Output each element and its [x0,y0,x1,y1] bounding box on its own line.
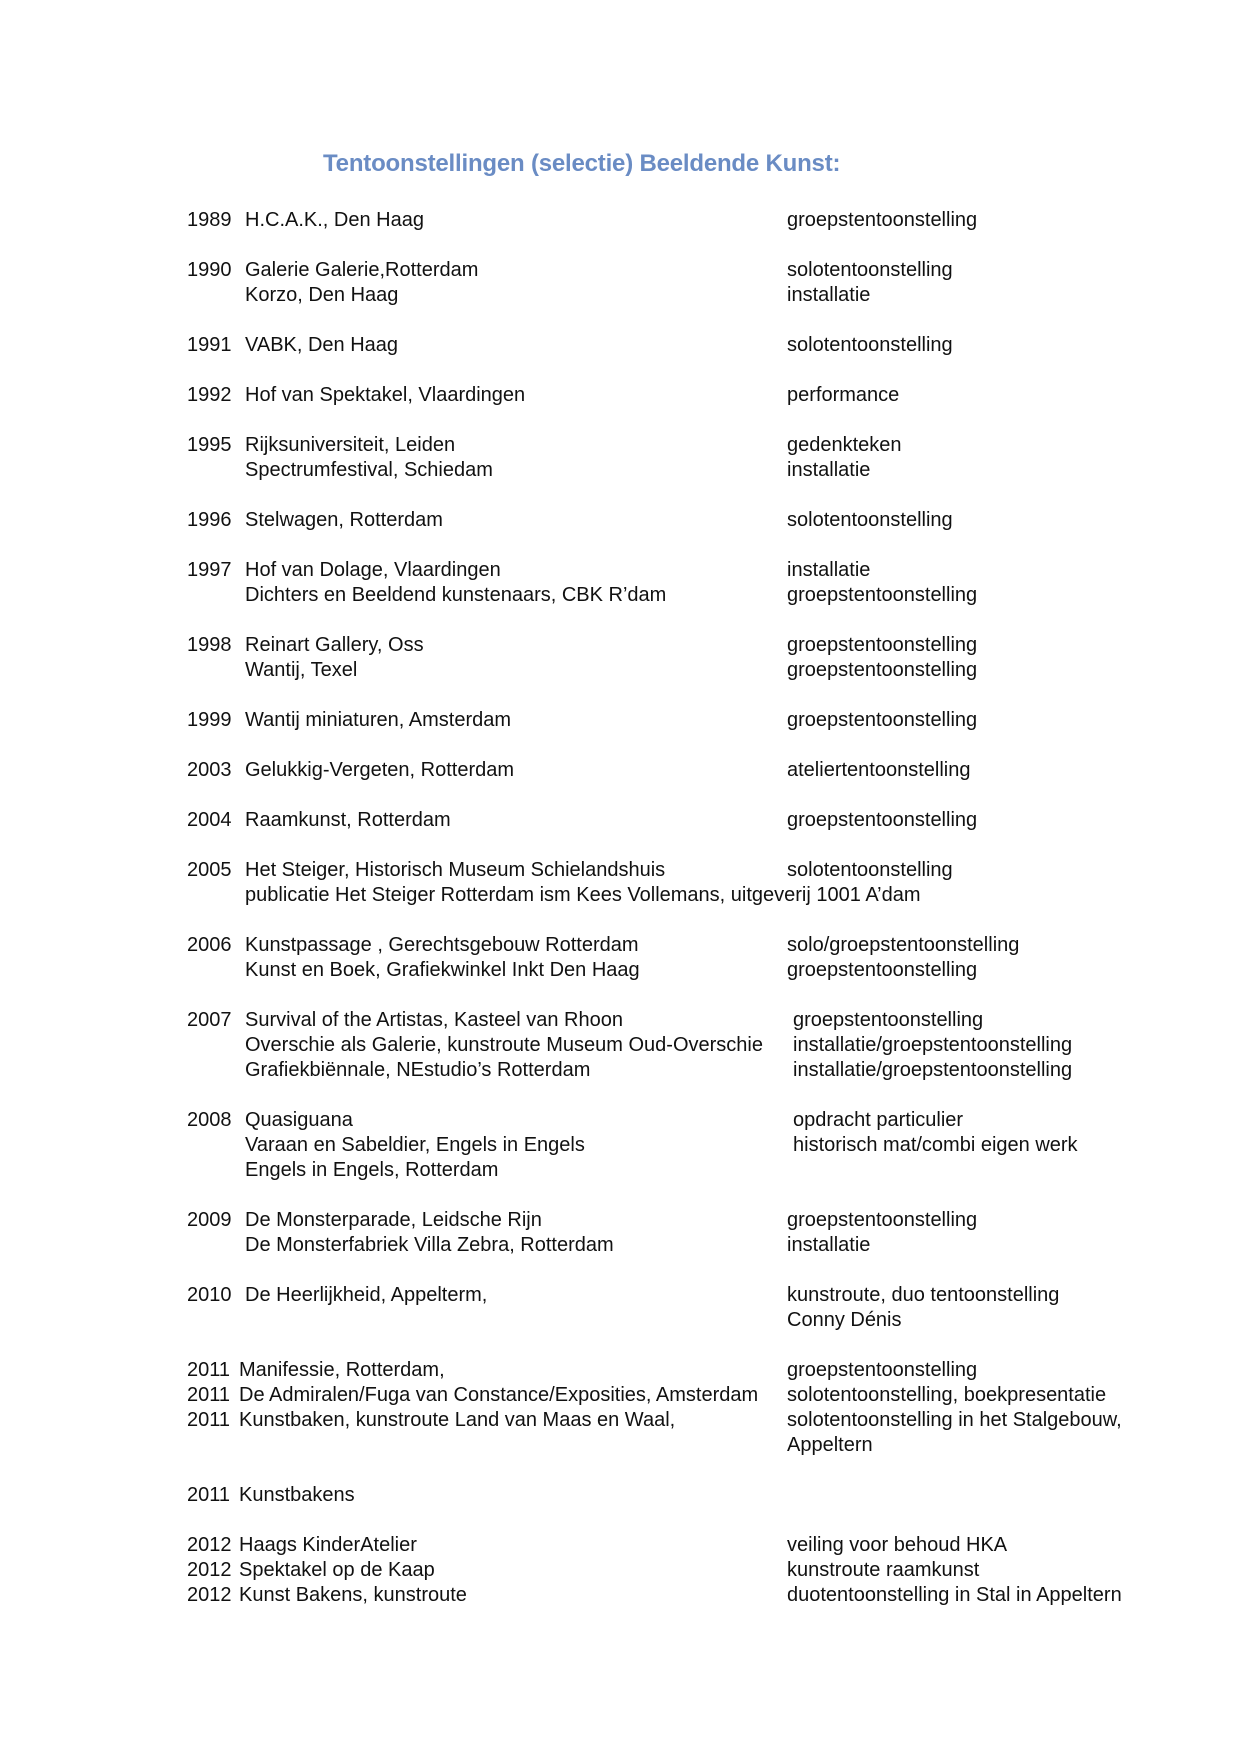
exhibition-type: solotentoonstelling [787,859,953,881]
exhibition-type: ateliertentoonstelling [787,759,971,781]
exhibition-row [0,507,1239,533]
exhibition-description: Rijksuniversiteit, Leiden [245,434,456,456]
exhibition-row [0,582,1239,608]
exhibition-description: Quasiguana [245,1109,353,1131]
exhibition-description: Varaan en Sabeldier, Engels in Engels [245,1134,585,1156]
exhibition-year: 1998 [187,634,232,656]
exhibition-year: 2011 [187,1384,231,1406]
exhibition-row [0,1432,1239,1458]
exhibition-row [0,1157,1239,1183]
exhibition-row [0,932,1239,958]
exhibition-row [0,1032,1239,1058]
exhibition-description: Wantij miniaturen, Amsterdam [245,709,512,731]
exhibition-year: 2011 [187,1484,231,1506]
exhibition-row [0,1582,1239,1608]
exhibition-row [0,207,1239,233]
exhibition-year: 2006 [187,934,232,956]
exhibition-type: solotentoonstelling in het Stalgebouw, [787,1409,1122,1431]
exhibition-description: Kunstbaken, kunstroute Land van Maas en Waal, [239,1409,676,1431]
exhibition-type: installatie [787,284,871,306]
exhibition-row [0,857,1239,883]
page-title: Tentoonstellingen (selectie) Beeldende Kunst: [323,150,841,177]
exhibition-row [0,1057,1239,1083]
exhibition-year: 1990 [187,259,232,281]
exhibition-description: Gelukkig-Vergeten, Rotterdam [245,759,515,781]
exhibition-year: 1999 [187,709,232,731]
exhibition-description: De Monsterfabriek Villa Zebra, Rotterdam [245,1234,614,1256]
exhibition-row [0,1482,1239,1508]
exhibition-type: installatie/groepstentoonstelling [793,1034,1073,1056]
exhibition-type: solo/groepstentoonstelling [787,934,1020,956]
exhibition-year: 2005 [187,859,232,881]
exhibition-type: solotentoonstelling [787,334,953,356]
exhibition-type: installatie [787,559,871,581]
exhibition-type: groepstentoonstelling [787,1359,978,1381]
exhibition-type: groepstentoonstelling [787,1209,978,1231]
exhibition-row [0,1282,1239,1308]
exhibition-description: Kunst Bakens, kunstroute [239,1584,467,1606]
exhibition-year: 2007 [187,1009,232,1031]
exhibition-row [0,1107,1239,1133]
exhibition-type: installatie [787,1234,871,1256]
exhibition-year: 1997 [187,559,232,581]
exhibition-year: 2003 [187,759,232,781]
exhibition-year: 2010 [187,1284,232,1306]
exhibition-type: historisch mat/combi eigen werk [793,1134,1078,1156]
exhibition-description: Het Steiger, Historisch Museum Schielandshuis [245,859,666,881]
exhibition-description: Spectrumfestival, Schiedam [245,459,493,481]
exhibition-row [0,1307,1239,1333]
exhibition-type: groepstentoonstelling [793,1009,984,1031]
exhibition-type: Conny Dénis [787,1309,902,1331]
exhibition-type: solotentoonstelling [787,259,953,281]
exhibition-description: De Admiralen/Fuga van Constance/Exposities, Amsterdam [239,1384,759,1406]
exhibition-description: Korzo, Den Haag [245,284,399,306]
exhibition-description: Manifessie, Rotterdam, [239,1359,445,1381]
exhibition-type: kunstroute raamkunst [787,1559,980,1581]
exhibition-type: groepstentoonstelling [787,959,978,981]
exhibition-row [0,382,1239,408]
exhibition-row [0,882,1239,908]
exhibition-year: 1992 [187,384,232,406]
exhibition-type: installatie/groepstentoonstelling [793,1059,1073,1081]
exhibition-type: groepstentoonstelling [787,584,978,606]
exhibition-description: Reinart Gallery, Oss [245,634,424,656]
exhibition-type: groepstentoonstelling [787,809,978,831]
exhibition-description: De Monsterparade, Leidsche Rijn [245,1209,542,1231]
exhibition-row [0,1232,1239,1258]
exhibition-year: 2012 [187,1534,232,1556]
exhibition-type: performance [787,384,900,406]
exhibition-row [0,282,1239,308]
exhibition-type: solotentoonstelling [787,509,953,531]
exhibition-type: solotentoonstelling, boekpresentatie [787,1384,1107,1406]
exhibition-row [0,1007,1239,1033]
exhibition-description: Galerie Galerie,Rotterdam [245,259,479,281]
exhibition-row [0,1382,1239,1408]
exhibition-year: 2011 [187,1359,231,1381]
exhibition-year: 2012 [187,1584,232,1606]
exhibition-year: 2012 [187,1559,232,1581]
exhibition-year: 2008 [187,1109,232,1131]
exhibition-row [0,257,1239,283]
exhibition-year: 1989 [187,209,232,231]
exhibition-type: veiling voor behoud HKA [787,1534,1008,1556]
exhibition-year: 1995 [187,434,232,456]
exhibition-type: duotentoonstelling in Stal in Appeltern [787,1584,1122,1606]
exhibition-description: Kunstpassage , Gerechtsgebouw Rotterdam [245,934,639,956]
exhibition-type: installatie [787,459,871,481]
exhibition-description: VABK, Den Haag [245,334,399,356]
exhibition-row [0,1407,1239,1433]
exhibition-description: Hof van Spektakel, Vlaardingen [245,384,526,406]
exhibition-row [0,707,1239,733]
exhibition-description: Survival of the Artistas, Kasteel van Rhoon [245,1009,623,1031]
exhibition-row [0,332,1239,358]
exhibition-description: Grafiekbiënnale, NEstudio’s Rotterdam [245,1059,591,1081]
exhibition-row [0,1132,1239,1158]
exhibition-description: Stelwagen, Rotterdam [245,509,443,531]
exhibition-row [0,807,1239,833]
exhibition-type: groepstentoonstelling [787,709,978,731]
exhibition-description: H.C.A.K., Den Haag [245,209,424,231]
exhibition-row [0,557,1239,583]
exhibition-type: opdracht particulier [793,1109,964,1131]
exhibition-year: 2004 [187,809,232,831]
exhibition-row [0,632,1239,658]
exhibition-row [0,457,1239,483]
exhibition-type: gedenkteken [787,434,902,456]
exhibition-type: kunstroute, duo tentoonstelling [787,1284,1060,1306]
exhibition-description: De Heerlijkheid, Appelterm, [245,1284,488,1306]
exhibition-row [0,1557,1239,1583]
exhibition-year: 2009 [187,1209,232,1231]
exhibition-year: 1991 [187,334,232,356]
exhibition-row [0,657,1239,683]
exhibition-description: Engels in Engels, Rotterdam [245,1159,499,1181]
exhibition-description: Dichters en Beeldend kunstenaars, CBK R’dam [245,584,667,606]
exhibition-type: Appeltern [787,1434,873,1456]
exhibition-row [0,1357,1239,1383]
exhibition-description: Hof van Dolage, Vlaardingen [245,559,501,581]
exhibition-type: groepstentoonstelling [787,634,978,656]
exhibition-description: Haags KinderAtelier [239,1534,417,1556]
exhibition-row [0,957,1239,983]
exhibition-row [0,432,1239,458]
exhibition-year: 1996 [187,509,232,531]
exhibition-description: Wantij, Texel [245,659,358,681]
exhibition-row [0,1532,1239,1558]
exhibition-year: 2011 [187,1409,231,1431]
exhibition-description: Kunstbakens [239,1484,355,1506]
exhibition-description: Raamkunst, Rotterdam [245,809,451,831]
exhibition-description: Spektakel op de Kaap [239,1559,435,1581]
exhibition-row [0,757,1239,783]
exhibition-description: Kunst en Boek, Grafiekwinkel Inkt Den Haag [245,959,640,981]
exhibition-row [0,1207,1239,1233]
exhibition-description: Overschie als Galerie, kunstroute Museum Oud-Overschie [245,1034,763,1056]
exhibition-type: groepstentoonstelling [787,659,978,681]
exhibition-description: publicatie Het Steiger Rotterdam ism Kees Vollemans, uitgeverij 1001 A’dam [245,884,921,906]
exhibition-type: groepstentoonstelling [787,209,978,231]
